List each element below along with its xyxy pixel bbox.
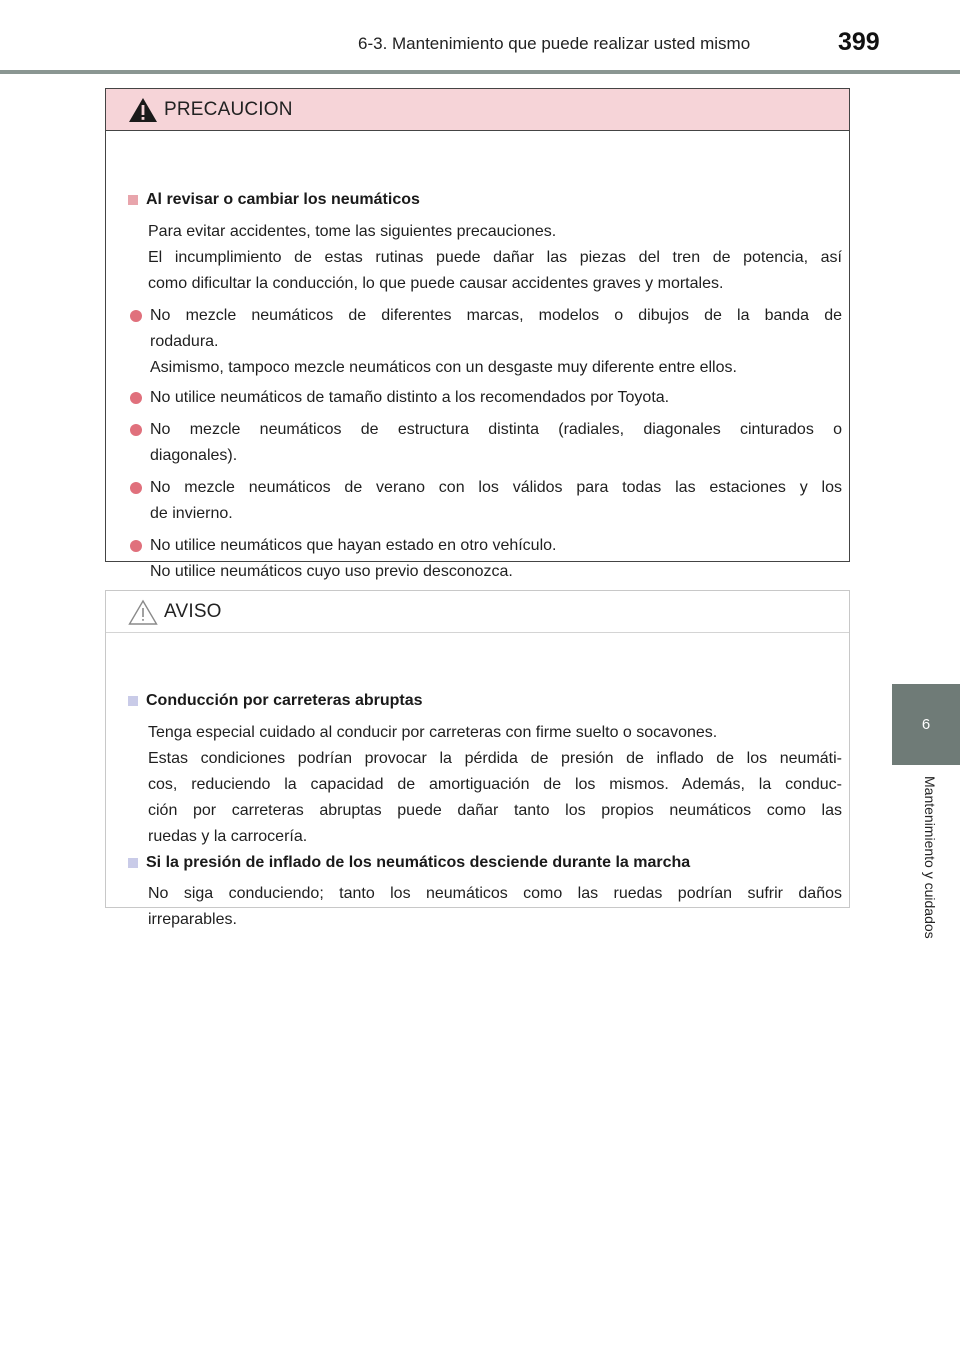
caution-intro-line: como dificultar la conducción, lo que puede causar accidentes graves y mortales. <box>148 275 724 292</box>
header-rule <box>0 70 960 74</box>
square-bullet-icon <box>128 696 138 706</box>
notice-section-title-text: Conducción por carreteras abruptas <box>146 692 423 709</box>
caution-intro-line: El incumplimiento de estas rutinas puede dañar las piezas del tren de potencia, así <box>148 249 842 266</box>
notice-line: cos, reduciendo la capacidad de amortiguación de los mismos. Además, la conduc- <box>148 776 842 793</box>
chapter-tab <box>892 684 960 765</box>
notice-section-title-text: Si la presión de inflado de los neumáticos desciende durante la marcha <box>146 854 691 871</box>
bullet-line: diagonales). <box>150 447 238 464</box>
notice-section-title <box>130 692 423 710</box>
bullet-line: Asimismo, tampoco mezcle neumáticos con un desgaste muy diferente entre ellos. <box>150 359 737 376</box>
bullet-line: No mezcle neumáticos de verano con los válidos para todas las estaciones y los <box>150 479 842 496</box>
bullet-line: de invierno. <box>150 505 233 522</box>
warning-triangle-icon <box>128 97 158 123</box>
bullet-line: No utilice neumáticos de tamaño distinto a los recomendados por Toyota. <box>150 389 670 406</box>
caution-box <box>105 88 850 580</box>
notice-line: Tenga especial cuidado al conducir por carreteras con firme suelto o socavones. <box>148 724 718 741</box>
caution-bullet-item <box>130 475 842 527</box>
notice-line: Estas condiciones podrían provocar la pérdida de presión de inflado de los neumáti- <box>148 750 842 767</box>
notice-section2-paragraph <box>148 881 842 933</box>
bullet-dot-icon <box>130 424 142 436</box>
caution-intro-paragraph <box>148 219 842 297</box>
bullet-line: rodadura. <box>150 333 219 350</box>
bullet-line: No mezcle neumáticos de estructura distinta (radiales, diagonales cinturados o <box>150 421 842 438</box>
caution-intro-line: Para evitar accidentes, tome las siguientes precauciones. <box>148 223 557 240</box>
caution-bullet-item <box>130 417 842 469</box>
caution-bullet-item <box>130 303 842 381</box>
square-bullet-icon <box>128 195 138 205</box>
chapter-label: Mantenimiento y cuidados <box>922 776 938 939</box>
bullet-line: No mezcle neumáticos de diferentes marcas, modelos o dibujos de la banda de <box>150 307 842 324</box>
notice-box-title: AVISO <box>164 601 222 622</box>
notice-line: ruedas y la carrocería. <box>148 828 308 845</box>
chapter-number: 6 <box>921 716 931 733</box>
bullet-line: No utilice neumáticos que hayan estado en otro vehículo. <box>150 537 557 554</box>
bullet-dot-icon <box>130 540 142 552</box>
bullet-dot-icon <box>130 482 142 494</box>
notice-section-title <box>130 854 690 872</box>
notice-line: irreparables. <box>148 911 237 928</box>
caution-box-title: PRECAUCION <box>164 99 293 120</box>
notice-box <box>105 590 850 928</box>
notice-section1-paragraph <box>148 720 842 850</box>
caution-section-title-text: Al revisar o cambiar los neumáticos <box>146 191 420 208</box>
bullet-dot-icon <box>130 392 142 404</box>
bullet-line: No utilice neumáticos cuyo uso previo desconozca. <box>150 563 513 580</box>
caution-section-title <box>130 191 420 209</box>
bullet-dot-icon <box>130 310 142 322</box>
notice-line: ción por carreteras abruptas puede dañar tanto los propios neumáticos como las <box>148 802 842 819</box>
running-header-section-title: 6-3. Mantenimiento que puede realizar usted mismo <box>358 34 751 53</box>
notice-line: No siga conduciendo; tanto los neumáticos como las ruedas podrían sufrir daños <box>148 885 842 902</box>
caution-bullet-item <box>130 533 842 585</box>
square-bullet-icon <box>128 858 138 868</box>
caution-box-header <box>106 89 849 131</box>
caution-bullet-item <box>130 385 842 411</box>
warning-triangle-outline-icon <box>128 599 158 625</box>
notice-box-header <box>106 591 849 633</box>
page-number: 399 <box>838 28 880 56</box>
